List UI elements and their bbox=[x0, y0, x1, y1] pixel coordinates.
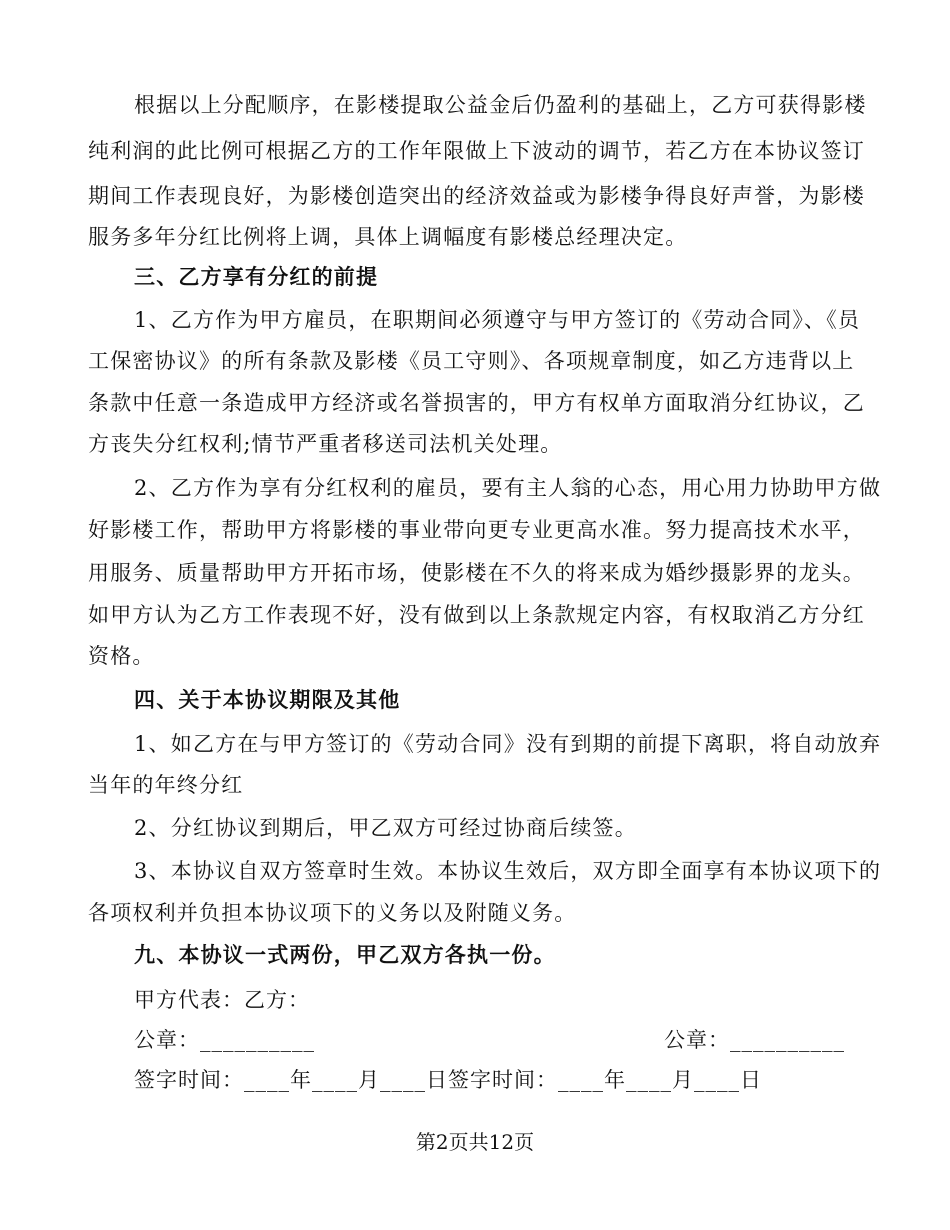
seal-right: 公章：__________ bbox=[664, 1028, 845, 1052]
paragraph-line: 资格。 bbox=[88, 644, 155, 668]
section-heading: 四、关于本协议期限及其他 bbox=[134, 688, 401, 712]
paragraph-line: 条款中任意一条造成甲方经济或名誉损害的，甲方有权单方面取消分红协议，乙 bbox=[88, 391, 865, 415]
paragraph-line: 各项权利并负担本协议项下的义务以及附随义务。 bbox=[88, 901, 577, 925]
paragraph-line: 当年的年终分红 bbox=[88, 773, 244, 797]
paragraph-line: 工保密协议》的所有条款及影楼《员工守则》、各项规章制度，如乙方违背以上 bbox=[88, 349, 855, 373]
paragraph-line: 1、如乙方在与甲方签订的《劳动合同》没有到期的前提下离职，将自动放弃 bbox=[134, 732, 882, 756]
section-heading: 九、本协议一式两份，甲乙双方各执一份。 bbox=[134, 943, 556, 967]
paragraph-line: 3、本协议自双方签章时生效。本协议生效后，双方即全面享有本协议项下的 bbox=[134, 859, 882, 883]
paragraph-line: 1、乙方作为甲方雇员，在职期间必须遵守与甲方签订的《劳动合同》、《员 bbox=[134, 308, 861, 332]
signature-date-line: 签字时间：____年____月____日签字时间：____年____月____日 bbox=[134, 1068, 762, 1092]
page-number: 第2页共12页 bbox=[415, 1130, 535, 1154]
paragraph-line: 服务多年分红比例将上调，具体上调幅度有影楼总经理决定。 bbox=[88, 225, 688, 249]
paragraph-line: 根据以上分配顺序，在影楼提取公益金后仍盈利的基础上，乙方可获得影楼 bbox=[134, 93, 867, 117]
paragraph-line: 好影楼工作，帮助甲方将影楼的事业带向更专业更高水准。努力提高技术水平， bbox=[88, 518, 865, 542]
paragraph-line: 方丧失分红权利;情节严重者移送司法机关处理。 bbox=[88, 432, 563, 456]
paragraph-line: 纯利润的此比例可根据乙方的工作年限做上下波动的调节，若乙方在本协议签订 bbox=[88, 139, 865, 163]
paragraph-line: 如甲方认为乙方工作表现不好，没有做到以上条款规定内容，有权取消乙方分红 bbox=[88, 603, 865, 627]
paragraph-line: 期间工作表现良好，为影楼创造突出的经济效益或为影楼争得良好声誉，为影楼 bbox=[88, 184, 865, 208]
section-heading: 三、乙方享有分红的前提 bbox=[134, 265, 379, 289]
representatives-line: 甲方代表：乙方： bbox=[134, 988, 310, 1012]
paragraph-line: 2、乙方作为享有分红权利的雇员，要有主人翁的心态，用心用力协助甲方做 bbox=[134, 476, 882, 500]
seal-left: 公章：__________ bbox=[134, 1028, 315, 1052]
paragraph-line: 用服务、质量帮助甲方开拓市场，使影楼在不久的将来成为婚纱摄影界的龙头。 bbox=[88, 561, 865, 585]
paragraph-line: 2、分红协议到期后，甲乙双方可经过协商后续签。 bbox=[134, 816, 637, 840]
